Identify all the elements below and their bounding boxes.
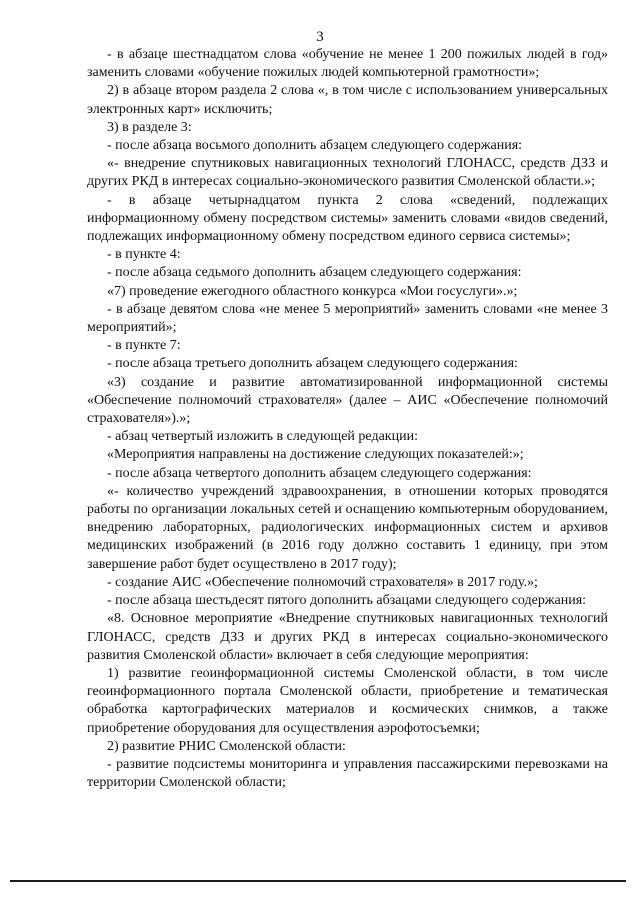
page-number: 3 [316,29,324,45]
paragraph: 2) развитие РНИС Смоленской области: [107,738,346,754]
paragraph: - после абзаца седьмого дополнить абзацем следующего содержания: [107,265,522,281]
paragraph: - в абзаце девятом слова «не менее 5 мероприятий» заменить словами «не менее 3 мероприятий»; [87,301,608,336]
paragraph: «8. Основное мероприятие «Внедрение спутниковых навигационных технологий ГЛОНАСС, средств ДЗЗ и других РКД в интересах социально-экономического развития Смоленской области» включает в себя следующие мероприятия: [87,611,608,663]
paragraph: - в пункте 4: [107,247,181,263]
paragraph: - развитие подсистемы мониторинга и управления пассажирскими перевозками на территории Смоленской области; [87,756,608,791]
paragraph: - после абзаца шестьдесят пятого дополнить абзацами следующего содержания: [107,593,587,609]
paragraph: - создание АИС «Обеспечение полномочий страхователя» в 2017 году.»; [107,574,538,590]
paragraph: - абзац четвертый изложить в следующей редакции: [107,429,418,445]
paragraph: 1) развитие геоинформационной системы Смоленской области, в том числе геоинформационного портала Смоленской области, приобретение и тематическая обработка картографических материалов и космических снимков, а также приобретение оборудования для осуществления аэрофотосъемки; [87,665,608,736]
paragraph: - после абзаца четвертого дополнить абзацем следующего содержания: [107,465,532,481]
paragraph: «7) проведение ежегодного областного конкурса «Мои госуслуги».»; [107,283,518,299]
paragraph: 3) в разделе 3: [107,119,192,135]
bottom-rule [10,880,626,882]
paragraph: «Мероприятия направлены на достижение следующих показателей:»; [107,447,524,463]
paragraph: «- внедрение спутниковых навигационных технологий ГЛОНАСС, средств ДЗЗ и других РКД в интересах социально-экономического развития Смоленской области.»; [87,156,608,190]
paragraph: «3) создание и развитие автоматизированной информационной системы «Обеспечение полномочий страхователя» (далее – АИС «Обеспечение полномочий страхователя»).»; [87,374,608,427]
paragraph: - в пункте 7: [107,338,181,354]
paragraph: - в абзаце шестнадцатом слова «обучение не менее 1 200 пожилых людей в год» заменить словами «обучение пожилых людей компьютерной грамотности»; [87,47,608,81]
paragraph: 2) в абзаце втором раздела 2 слова «, в том числе с использованием универсальных электронных карт» исключить; [87,83,608,117]
paragraph: - в абзаце четырнадцатом пункта 2 слова «сведений, подлежащих информационному обмену посредством системы» заменить словами «видов сведений, подлежащих информационному обмену посредством единого сервиса системы»; [87,192,608,245]
paragraph: «- количество учреждений здравоохранения, в отношении которых проводятся работы по организации локальных сетей и оснащению компьютерным оборудованием, внедрению лабораторных, радиологических информационных систем и архивов медицинских изображений (в 2016 году должно составить 1 единицу, при этом завершение работ будет осуществлено в 2017 году); [87,483,608,572]
document-body [87,46,608,792]
paragraph: - после абзаца третьего дополнить абзацем следующего содержания: [107,356,518,372]
paragraph: - после абзаца восьмого дополнить абзацем следующего содержания: [107,138,523,154]
